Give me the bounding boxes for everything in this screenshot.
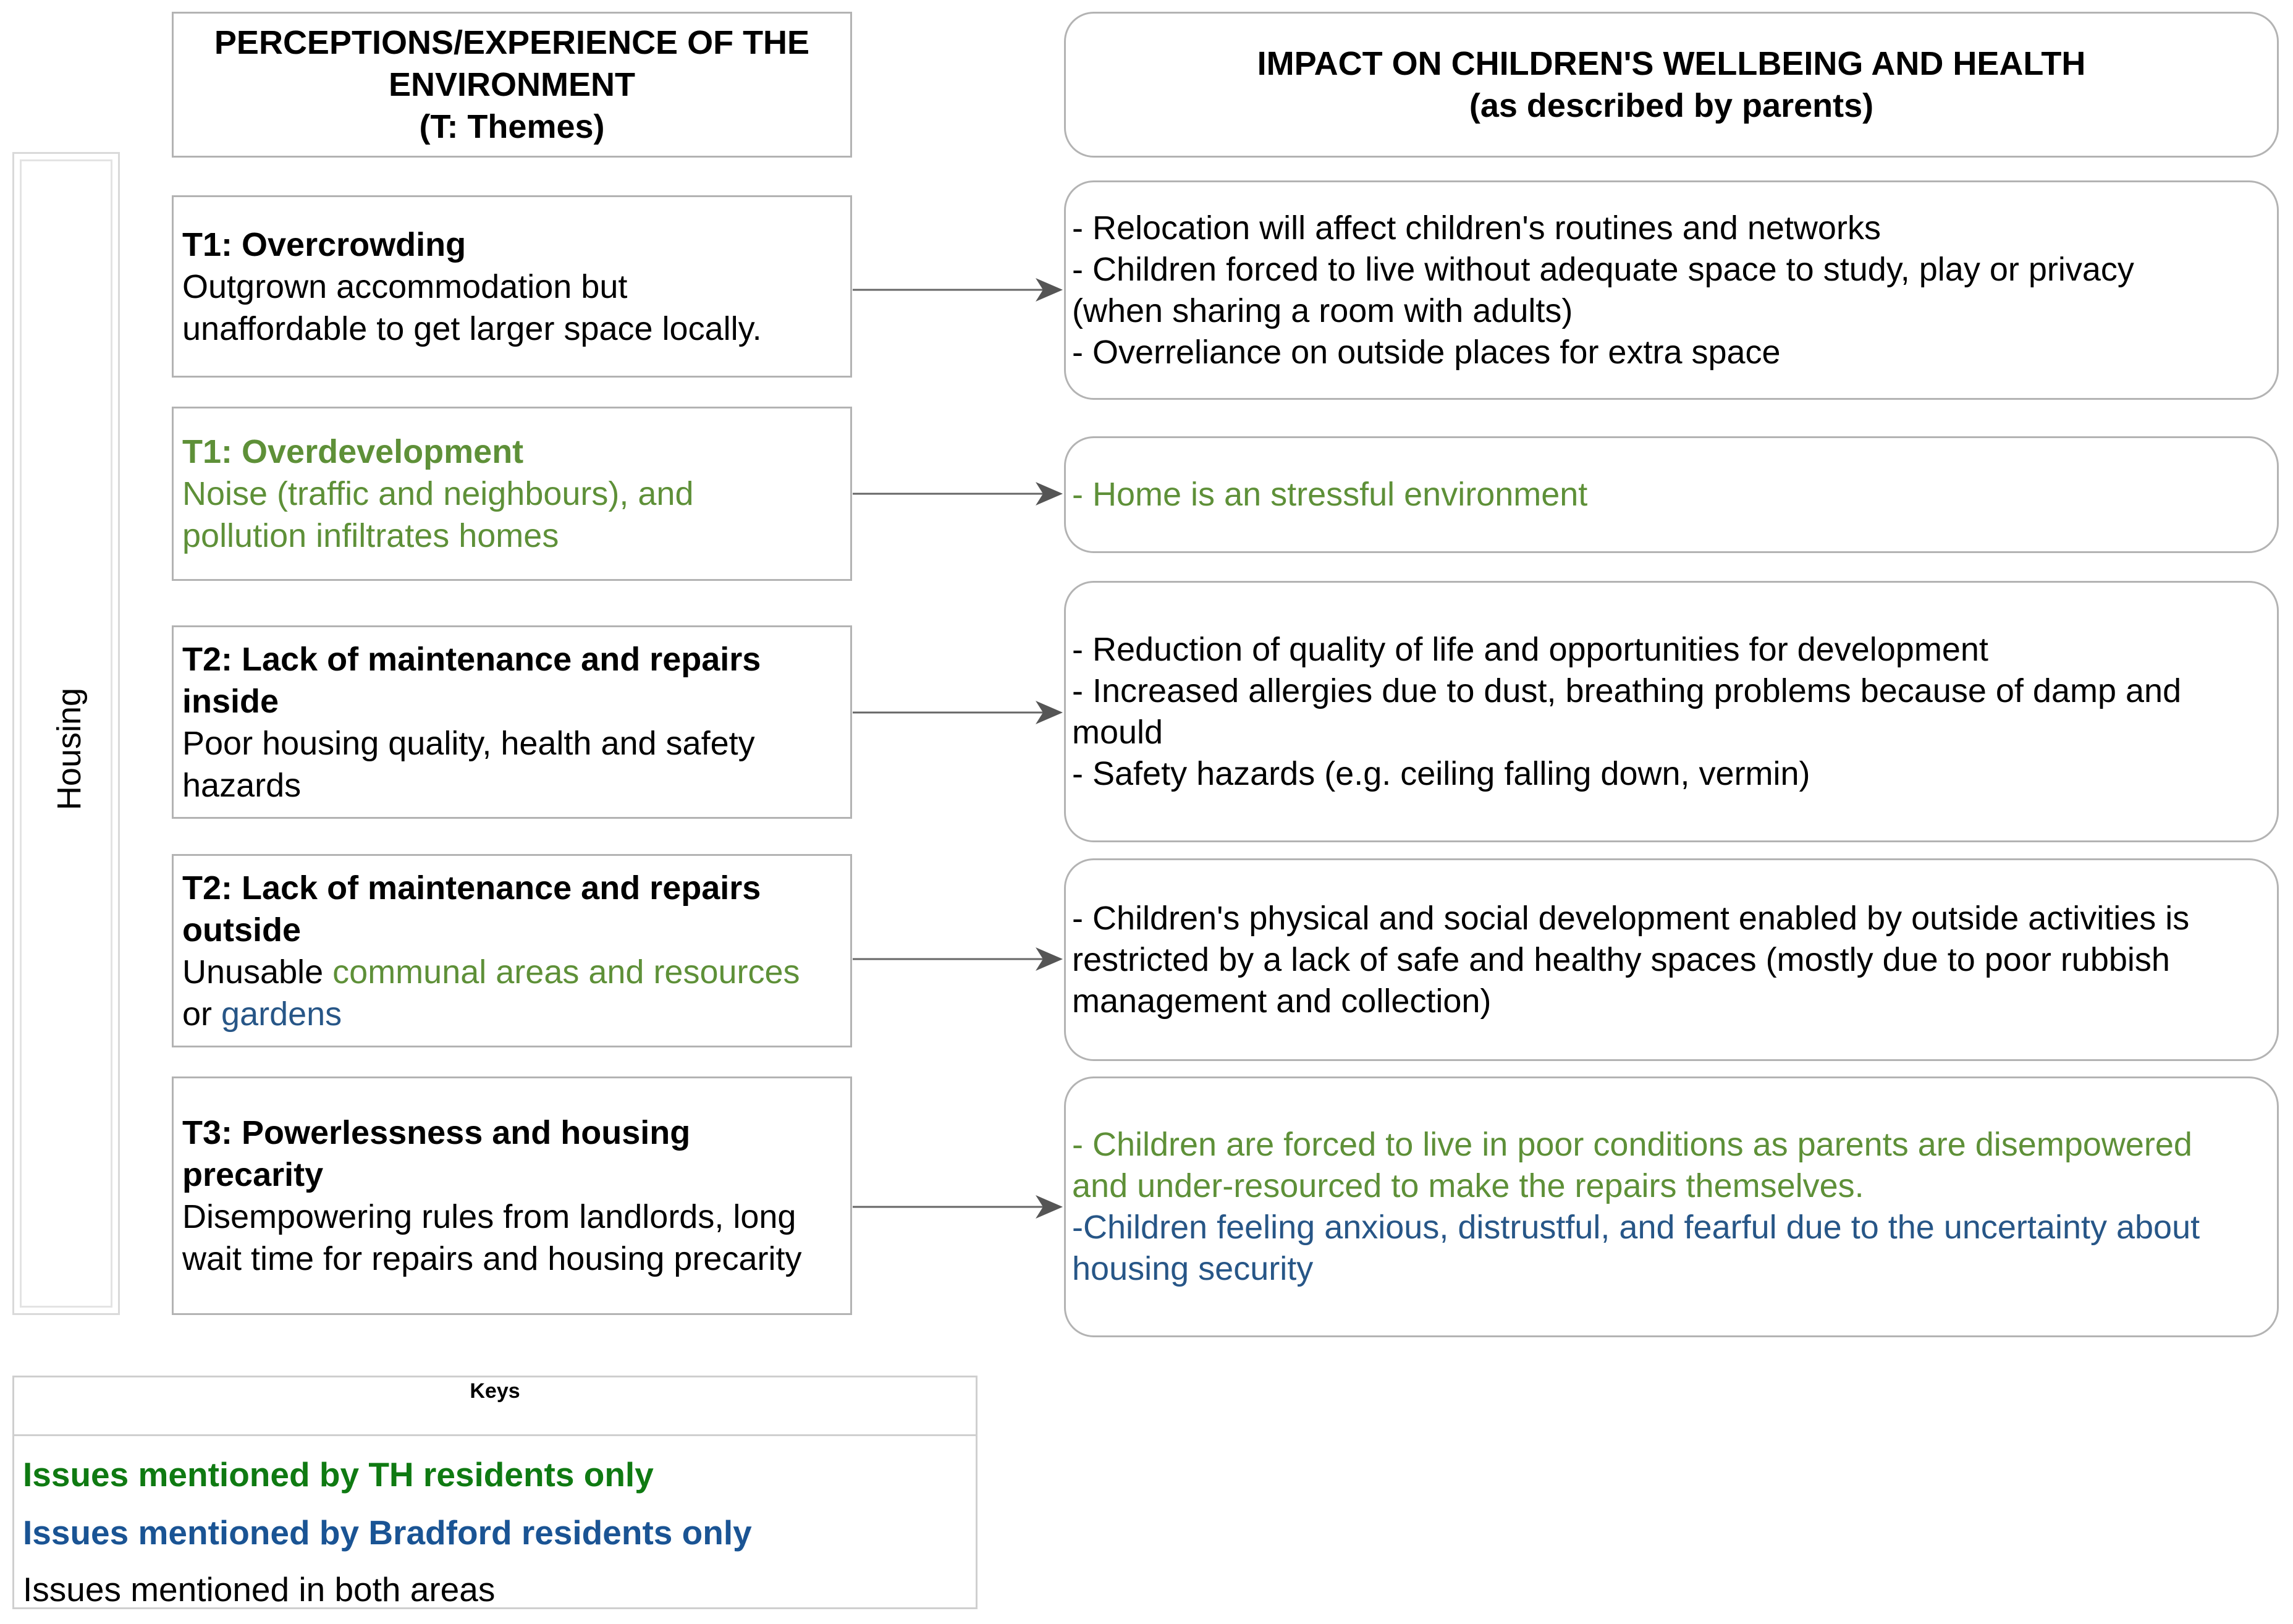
theme-description-line: Disempowering rules from landlords, long xyxy=(182,1198,796,1235)
description-th-part: communal areas and resources xyxy=(332,953,800,991)
key-th-only: Issues mentioned by TH residents only xyxy=(23,1455,654,1494)
theme-description-line: Poor housing quality, health and safety xyxy=(182,724,755,762)
impact-line: - Children forced to live without adequate space to study, play or privacy xyxy=(1072,250,2134,288)
theme-title-line: T2: Lack of maintenance and repairs xyxy=(182,640,761,678)
keys-title: Keys xyxy=(14,1377,976,1436)
theme-title-line: T3: Powerlessness and housing xyxy=(182,1114,691,1151)
impact-line: - Relocation will affect children's routines and networks xyxy=(1072,209,1881,247)
perceptions-header-line-3: (T: Themes) xyxy=(419,108,605,145)
theme-description-line: unaffordable to get larger space locally. xyxy=(182,310,762,347)
theme-description-line: hazards xyxy=(182,766,302,804)
description-bradford-part: gardens xyxy=(221,995,342,1033)
impact-line: management and collection) xyxy=(1072,982,1492,1020)
theme-description-line: wait time for repairs and housing precarity xyxy=(182,1240,802,1277)
impact-line: - Safety hazards (e.g. ceiling falling down, vermin) xyxy=(1072,755,1810,792)
theme-title: T1: Overdevelopment xyxy=(182,433,524,470)
impact-line: (when sharing a room with adults) xyxy=(1072,292,1573,329)
impact-line-bradford: housing security xyxy=(1072,1250,1314,1287)
description-prefix: Unusable xyxy=(182,953,333,991)
impact-line: restricted by a lack of safe and healthy spaces (mostly due to poor rubbish xyxy=(1072,941,2170,978)
impact-line-th: and under-resourced to make the repairs themselves. xyxy=(1072,1167,1864,1204)
impact-line: - Reduction of quality of life and opportunities for development xyxy=(1072,630,1988,668)
impact-line-th: - Children are forced to live in poor conditions as parents are disempowered xyxy=(1072,1126,2192,1163)
theme-title-line: precarity xyxy=(182,1156,324,1193)
perceptions-header-line-2: ENVIRONMENT xyxy=(388,66,635,103)
impact-line: - Home is an stressful environment xyxy=(1072,476,1588,513)
impact-header-line-1: IMPACT ON CHILDREN'S WELLBEING AND HEALTH xyxy=(1257,45,2086,82)
theme-description-line: pollution infiltrates homes xyxy=(182,517,559,554)
impact-line: - Children's physical and social development enabled by outside activities is xyxy=(1072,899,2190,937)
theme-title-line: inside xyxy=(182,682,279,720)
theme-title: T1: Overcrowding xyxy=(182,226,467,263)
key-bradford-only: Issues mentioned by Bradford residents only xyxy=(23,1513,752,1552)
impact-line: - Overreliance on outside places for extra space xyxy=(1072,333,1781,371)
impact-line-bradford: -Children feeling anxious, distrustful, and fearful due to the uncertainty about xyxy=(1072,1209,2200,1246)
housing-label: Housing xyxy=(51,687,88,811)
theme-title-line: outside xyxy=(182,911,302,949)
perceptions-header-line-1: PERCEPTIONS/EXPERIENCE OF THE xyxy=(214,24,810,61)
impact-header-line-2: (as described by parents) xyxy=(1469,87,1874,124)
theme-description-line: Outgrown accommodation but xyxy=(182,268,628,305)
theme-title-line: T2: Lack of maintenance and repairs xyxy=(182,869,761,907)
keys-legend xyxy=(12,1376,978,1609)
impact-line: - Increased allergies due to dust, breathing problems because of damp and xyxy=(1072,672,2182,709)
theme-description-line: Noise (traffic and neighbours), and xyxy=(182,475,694,512)
impact-line: mould xyxy=(1072,713,1163,751)
description-connector: or xyxy=(182,995,222,1033)
key-both-areas: Issues mentioned in both areas xyxy=(23,1570,496,1609)
